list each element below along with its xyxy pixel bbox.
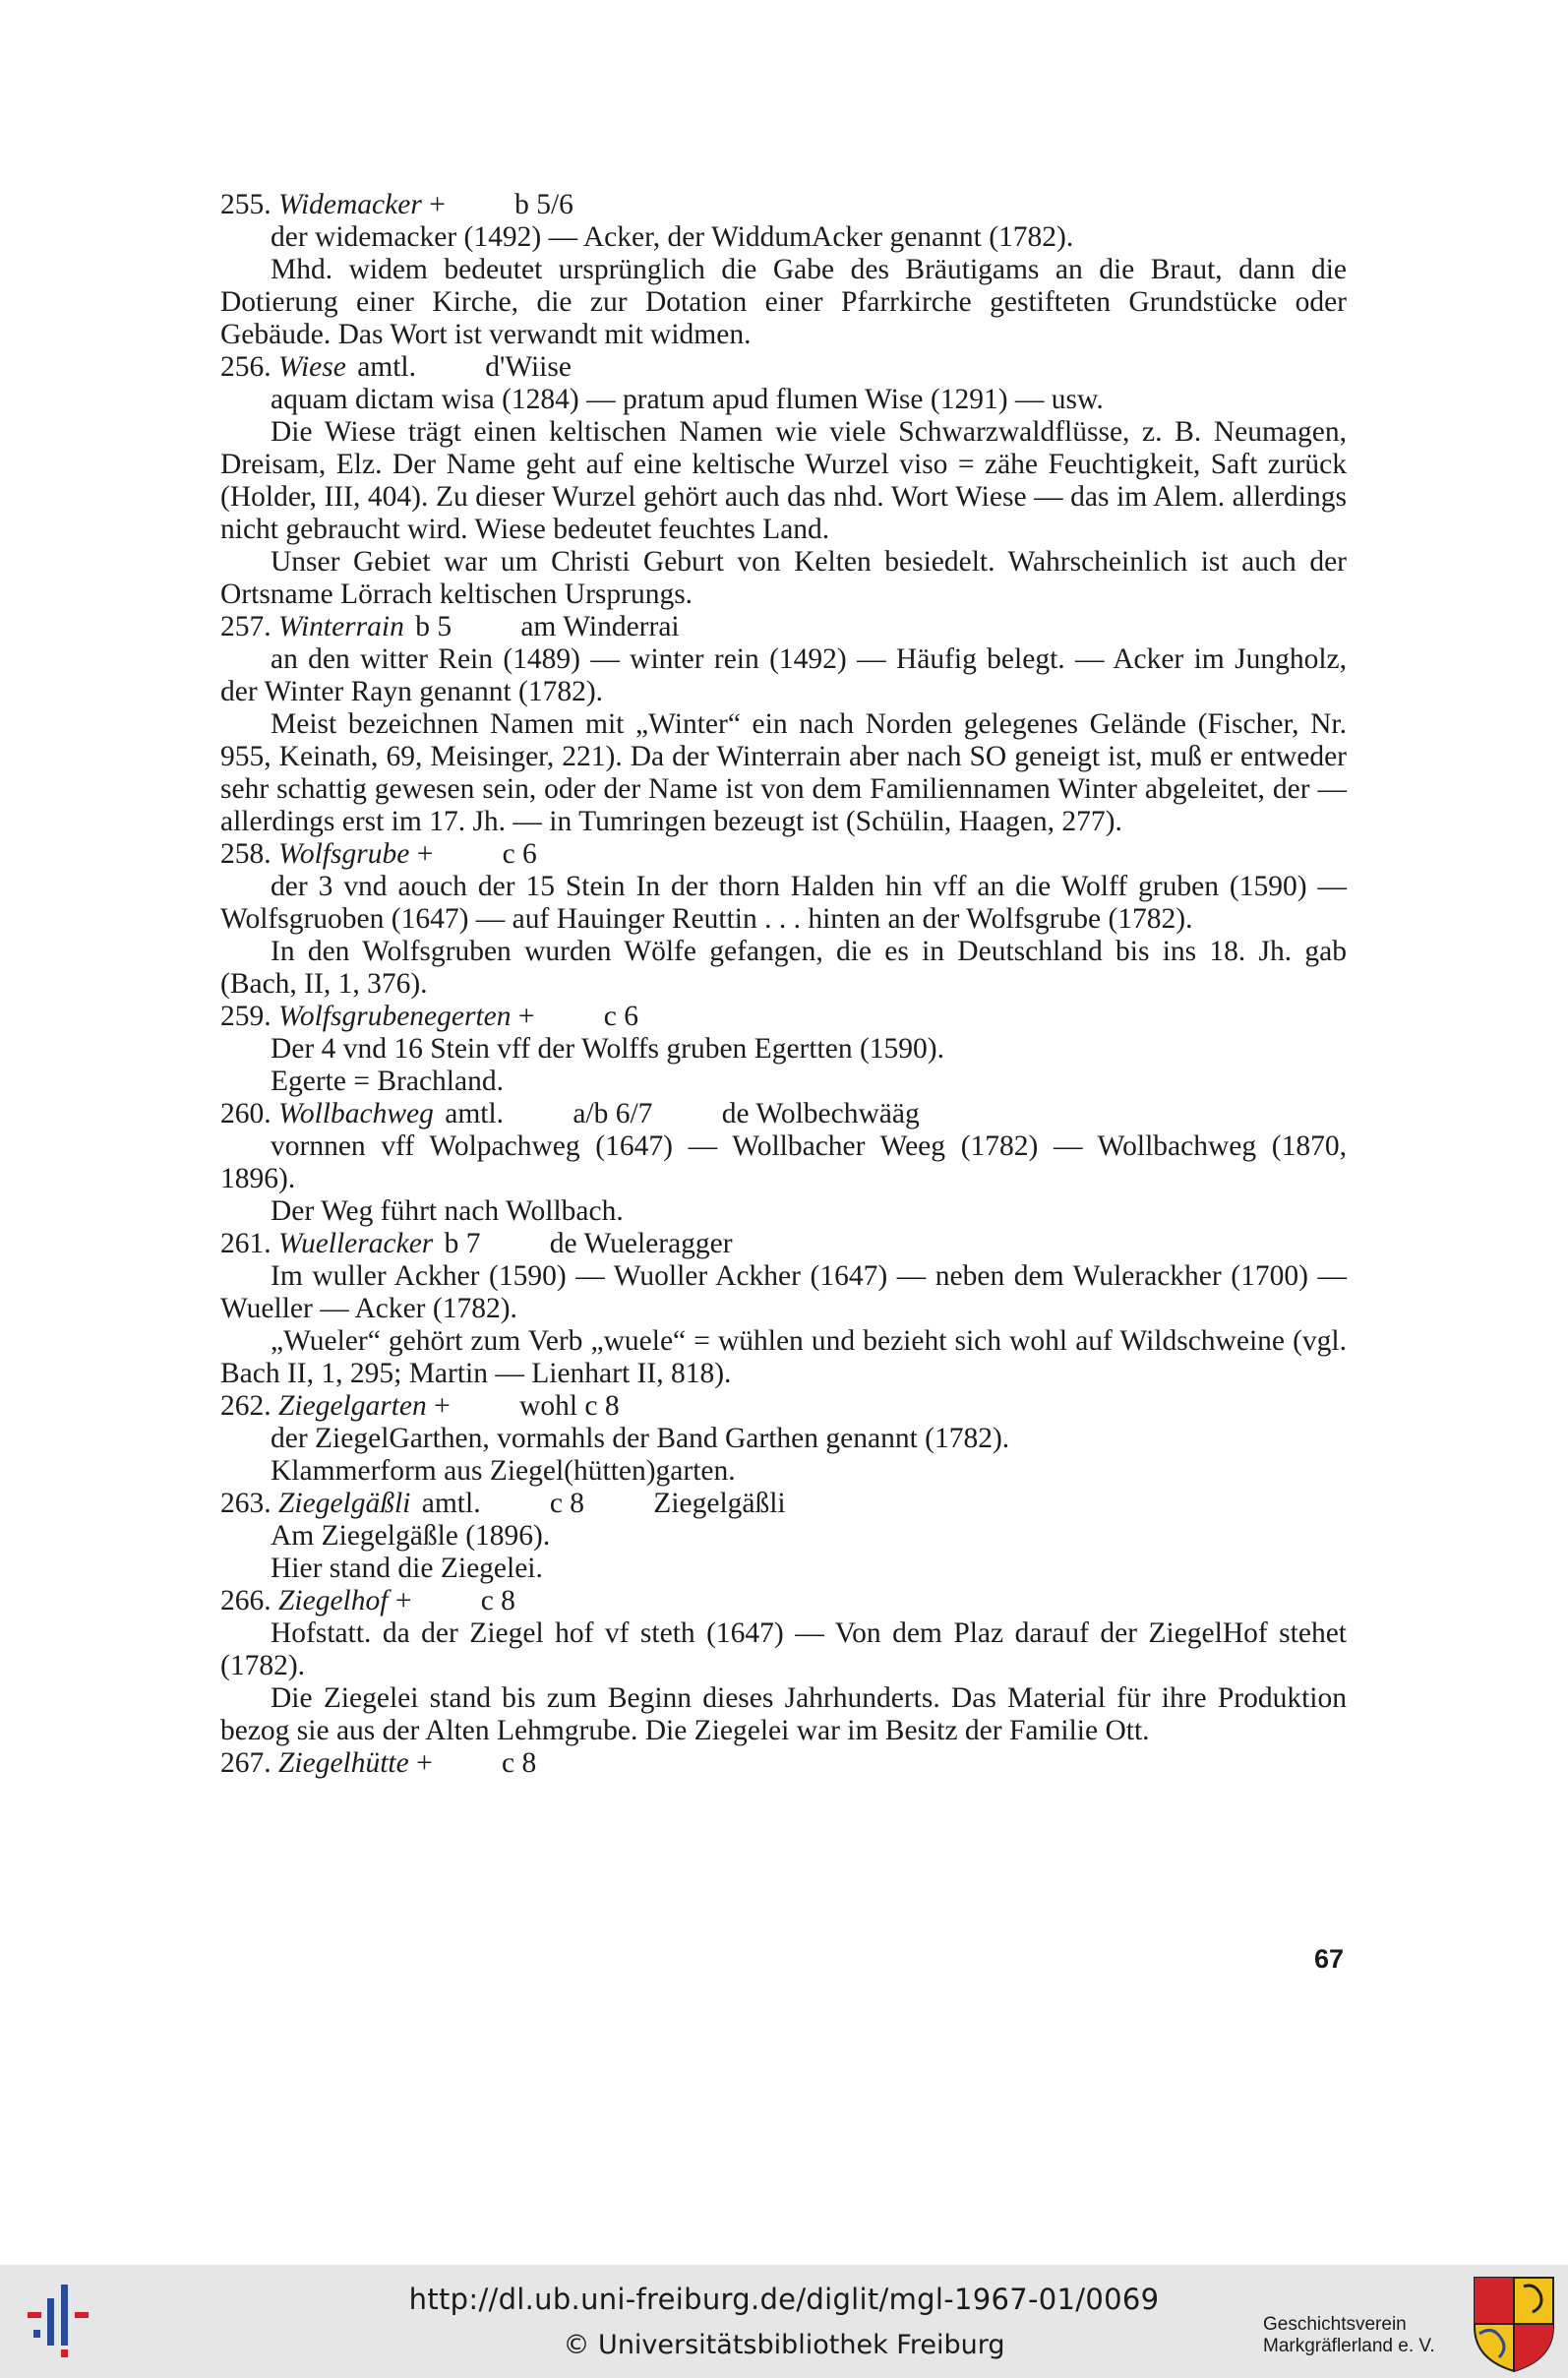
coat-of-arms-icon [1470, 2273, 1558, 2373]
entry-paragraph: Klammerform aus Ziegel(hütten)garten. [271, 1455, 736, 1487]
entry [220, 189, 1347, 351]
entry-column: c 8 [549, 1488, 585, 1519]
entry-heading [220, 1585, 1347, 1617]
entry-column: + [416, 838, 434, 870]
entry-paragraph: Der 4 vnd 16 Stein vff der Wolffs gruben Egertten (1590). [271, 1033, 944, 1065]
entry-paragraph: Egerte = Brachland. [271, 1066, 504, 1097]
entry-column: am Winderrai [520, 611, 680, 642]
entry-number: 261. [220, 1228, 271, 1259]
entry [220, 1488, 1347, 1585]
entry-heading [220, 611, 1347, 643]
entry-column: wohl c 8 [519, 1390, 620, 1422]
entry [220, 611, 1347, 838]
entry [220, 1747, 1347, 1780]
entry-paragraph: an den witter Rein (1489) — winter rein (1492) — Häufig belegt. — Acker im Jungholz, der Winter Rayn genannt (1782). [220, 643, 1347, 707]
entry-column: c 6 [502, 838, 537, 870]
entry-name: Wolfsgrube [278, 838, 410, 870]
entry-heading [220, 1098, 1347, 1130]
entry-column: + [416, 1747, 433, 1779]
entry-heading [220, 1001, 1347, 1033]
entry-heading [220, 189, 1347, 221]
text-block [220, 189, 1347, 1780]
entry-name: Ziegelhof [278, 1585, 389, 1616]
entry-paragraph: der widemacker (1492) — Acker, der WiddumAcker genannt (1782). [271, 221, 1074, 253]
entry-column: + [434, 1390, 451, 1422]
entry-name: Wollbachweg [278, 1098, 434, 1129]
footer-url-link[interactable]: http://dl.ub.uni-freiburg.de/diglit/mgl-1967-01/0069 [408, 2283, 1160, 2316]
entry-number: 260. [220, 1098, 271, 1129]
footer-copyright: © Universitätsbibliothek Freiburg [563, 2330, 1005, 2360]
entry-paragraph: Am Ziegelgäßle (1896). [271, 1520, 551, 1552]
entry-number: 262. [220, 1390, 271, 1422]
entry-paragraph: Der Weg führt nach Wollbach. [271, 1195, 624, 1227]
entry-column: + [429, 189, 446, 220]
footer-org-line1: Geschichtsverein [1263, 2314, 1407, 2335]
page-number: 67 [1314, 1944, 1345, 1974]
entry-column: + [517, 1001, 535, 1032]
entry-name: Ziegelgarten [278, 1390, 427, 1422]
entry [220, 351, 1347, 611]
entry-heading [220, 838, 1347, 871]
entry-paragraph: Hofstatt. da der Ziegel hof vf steth (1647) — Von dem Plaz darauf der ZiegelHof stehet (1782). [220, 1617, 1347, 1681]
entry-name: Winterrain [278, 611, 404, 642]
entry-paragraph: Meist bezeichnen Namen mit „Winter“ ein nach Norden gelegenes Gelände (Fischer, Nr. 955, Keinath, 69, Meisinger, 221). Da der Winterrain aber nach SO geneigt ist, muß er entweder sehr schattig gewesen sein, oder der Name ist von dem Familiennamen Winter abgeleitet, der — allerdings erst im 17. Jh. — in Tumringen bezeugt ist (Schülin, Haagen, 277). [220, 708, 1347, 837]
entry-number: 263. [220, 1488, 271, 1519]
entry-number: 266. [220, 1585, 271, 1616]
entry-column: de Wueleragger [549, 1228, 733, 1259]
entry-column: amtl. [445, 1098, 505, 1129]
entry-paragraph: Die Wiese trägt einen keltischen Namen wie viele Schwarzwaldflüsse, z. B. Neumagen, Dreisam, Elz. Der Name geht auf eine keltische Wurzel viso = zähe Feuchtigkeit, Saft zurück (Holder, III, 404). Zu dieser Wurzel gehört auch das nhd. Wort Wiese — das im Alem. allerdings nicht gebraucht wird. Wiese bedeutet feuchtes Land. [220, 416, 1347, 545]
entry-paragraph: Die Ziegelei stand bis zum Beginn dieses Jahrhunderts. Das Material für ihre Produktion bezog sie aus der Alten Lehmgrube. Die Ziegelei war im Besitz der Familie Ott. [220, 1682, 1347, 1746]
entry-column: b 5 [415, 611, 452, 642]
entry-column: de Wolbechwääg [721, 1098, 920, 1129]
entry-paragraph: Hier stand die Ziegelei. [271, 1553, 543, 1584]
entry-column: c 8 [502, 1747, 537, 1779]
entry [220, 1228, 1347, 1390]
entry-column: + [394, 1585, 412, 1616]
footer-bar [0, 2265, 1568, 2378]
entry [220, 838, 1347, 1001]
entry [220, 1390, 1347, 1488]
entry-name: Widemacker [278, 189, 422, 220]
entry-number: 267. [220, 1747, 271, 1779]
entry-number: 256. [220, 351, 271, 383]
entry-name: Wiese [278, 351, 346, 383]
entry-paragraph: In den Wolfsgruben wurden Wölfe gefangen, die es in Deutschland bis ins 18. Jh. gab (Bach, II, 1, 376). [220, 936, 1347, 1000]
entry-paragraph: „Wueler“ gehört zum Verb „wuele“ = wühlen und bezieht sich wohl auf Wildschweine (vgl. Bach II, 1, 295; Martin — Lienhart II, 818). [220, 1325, 1347, 1389]
entry-name: Wuelleracker [278, 1228, 434, 1259]
entry-paragraph: Im wuller Ackher (1590) — Wuoller Ackher (1647) — neben dem Wulerackher (1700) — Wueller — Acker (1782). [220, 1260, 1347, 1324]
entry-heading [220, 1488, 1347, 1520]
entry-column: Ziegelgäßli [653, 1488, 786, 1519]
entry-column: amtl. [421, 1488, 481, 1519]
entry [220, 1001, 1347, 1098]
entry-number: 258. [220, 838, 271, 870]
entry-column: b 5/6 [514, 189, 573, 220]
entry-paragraph: aquam dictam wisa (1284) — pratum apud flumen Wise (1291) — usw. [271, 384, 1104, 415]
footer-organization [1263, 2314, 1470, 2357]
entry-heading [220, 1390, 1347, 1423]
entry-heading [220, 1747, 1347, 1780]
entry-column: amtl. [357, 351, 416, 383]
entry-paragraph: vornnen vff Wolpachweg (1647) — Wollbacher Weeg (1782) — Wollbachweg (1870, 1896). [220, 1130, 1347, 1194]
entry-name: Ziegelhütte [278, 1747, 409, 1779]
entry-column: a/b 6/7 [573, 1098, 653, 1129]
entry-column: d'Wiise [485, 351, 572, 383]
entry-paragraph: der ZiegelGarthen, vormahls der Band Garthen genannt (1782). [271, 1423, 1010, 1454]
entry-number: 255. [220, 189, 271, 220]
entry-name: Wolfsgrubenegerten [278, 1001, 512, 1032]
entry [220, 1585, 1347, 1747]
entry-number: 259. [220, 1001, 271, 1032]
entry-number: 257. [220, 611, 271, 642]
entry-column: c 6 [603, 1001, 639, 1032]
entry-name: Ziegelgäßli [278, 1488, 411, 1519]
entry-column: c 8 [480, 1585, 515, 1616]
entry [220, 1098, 1347, 1228]
footer-org-line2: Markgräflerland e. V. [1263, 2336, 1435, 2356]
entry-paragraph: Unser Gebiet war um Christi Geburt von Kelten besiedelt. Wahrscheinlich ist auch der Ortsname Lörrach keltischen Ursprungs. [220, 546, 1347, 610]
entry-heading [220, 351, 1347, 384]
entry-paragraph: Mhd. widem bedeutet ursprünglich die Gabe des Bräutigams an die Braut, dann die Dotierung einer Kirche, die zur Dotation einer Pfarrkirche gestifteten Grundstücke oder Gebäude. Das Wort ist verwandt mit widmen. [220, 254, 1347, 350]
entry-heading [220, 1228, 1347, 1260]
entry-column: b 7 [444, 1228, 481, 1259]
entry-paragraph: der 3 vnd aouch der 15 Stein In der thorn Halden hin vff an die Wolff gruben (1590) — Wolfsgruoben (1647) — auf Hauinger Reuttin . . . hinten an der Wolfsgrube (1782). [220, 871, 1347, 935]
